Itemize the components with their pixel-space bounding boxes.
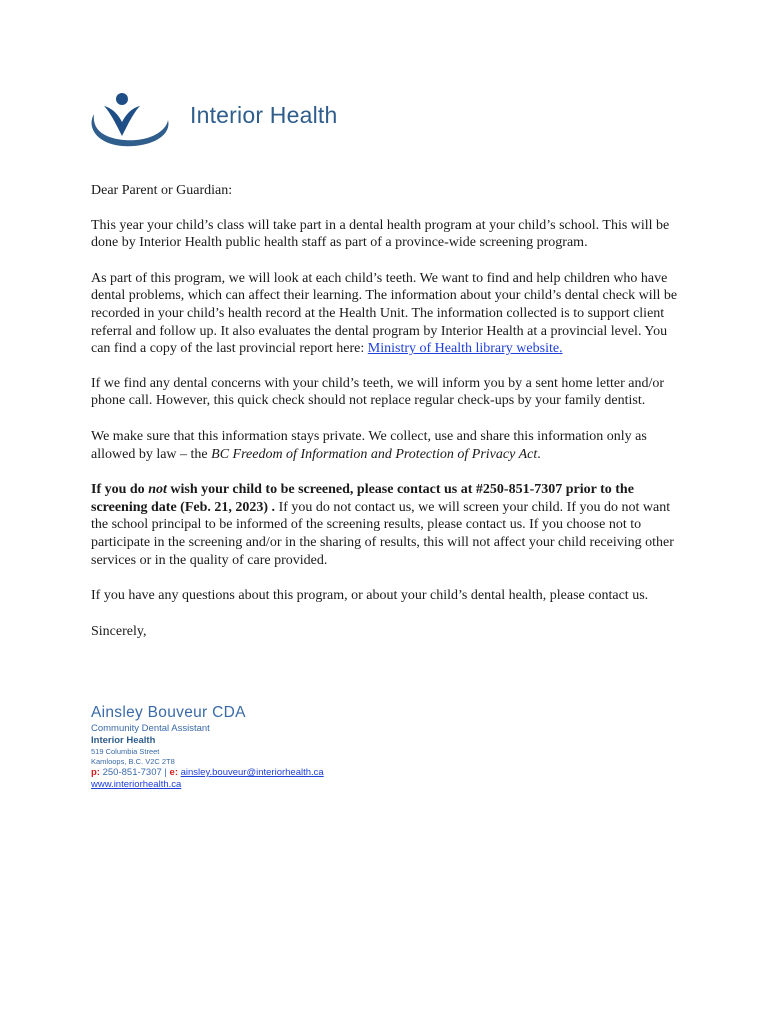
paragraph-program-intro: This year your child’s class will take part in a dental health program at your child’s school. This will be done by Interior Health public health staff as part of a province-wide screening program. — [91, 217, 670, 251]
paragraph-questions: If you have any questions about this program, or about your child’s dental health, please contact us. — [91, 588, 649, 604]
signature-name: Ainsley Bouveur CDA — [91, 704, 246, 721]
letter-body — [91, 182, 681, 640]
opt-out-rest: If you do not contact us, we will screen your child. If you do not want the school principal to be informed of the screening results, please contact us. If you choose not to participate in the screening and/or in the sharing of results, this will not affect your child receiving other services or in the quality of care provided. — [91, 499, 674, 568]
privacy-text: We make sure that this information stays private. We collect, use and share this information only as allowed by law – the — [91, 428, 647, 462]
opt-out-not: not — [148, 482, 167, 498]
opt-out-bold-a: If you do — [91, 482, 149, 498]
email-link[interactable]: ainsley.bouveur@interiorhealth.ca — [180, 767, 324, 778]
privacy-end: . — [537, 446, 541, 462]
paragraph-privacy — [91, 428, 681, 463]
signature-title: Community Dental Assistant — [91, 723, 210, 734]
signature-org: Interior Health — [91, 735, 156, 746]
closing: Sincerely, — [91, 623, 147, 639]
email-signature — [91, 703, 491, 791]
signature-address-line1: 519 Columbia Street — [91, 747, 160, 756]
phone-number: 250-851-7307 | — [99, 767, 170, 778]
paragraph-concerns: If we find any dental concerns with your child’s teeth, we will inform you by a sent home letter and/or phone call. However, this quick check should not replace regular check-ups by your family dentist. — [91, 375, 665, 409]
ministry-library-link[interactable]: Ministry of Health library website. — [367, 341, 563, 357]
paragraph-opt-out — [91, 481, 681, 569]
logo-wordmark: Interior Health — [190, 102, 338, 128]
interior-health-logo-mark — [88, 92, 188, 154]
greeting: Dear Parent or Guardian: — [91, 183, 233, 198]
email-label: e: — [169, 767, 178, 778]
signature-website-row — [91, 779, 491, 791]
interior-health-logo — [88, 92, 348, 154]
opt-out-bold-b: wish your child to be screened, please contact us at #250-851-7307 prior to the screening date (Feb. 21, 2023) . — [91, 482, 634, 515]
privacy-act-name: BC Freedom of Information and Protection of Privacy Act — [211, 446, 538, 462]
paragraph-program-details — [91, 270, 681, 358]
signature-contact — [91, 767, 491, 779]
paragraph-program-details-text: As part of this program, we will look at each child’s teeth. We want to find and help children who have dental problems, which can affect their learning. The information about your child’s dental check will be recorded in your child’s health record at the Health Unit. The information collected is to support client referral and follow up. It also evaluates the dental program by Interior Health at a provincial level. You can find a copy of the last provincial report here: — [91, 270, 678, 357]
signature-address-line2: Kamloops, B.C. V2C 2T8 — [91, 757, 175, 766]
website-link[interactable]: www.interiorhealth.ca — [91, 779, 182, 790]
phone-label: p: — [91, 767, 100, 778]
